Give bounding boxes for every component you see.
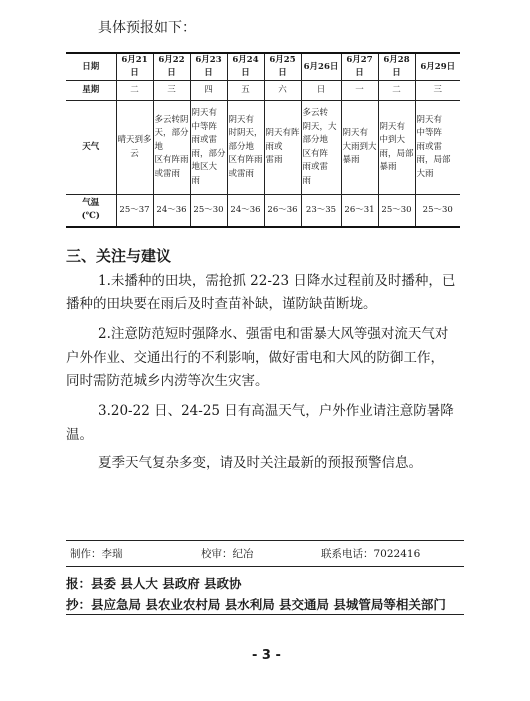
weather-line: 雨或雷 <box>302 162 329 172</box>
weather-line: 天，部分地 <box>154 128 189 152</box>
weather-line: 或雷雨 <box>228 168 255 179</box>
paragraph-1-line-1: 1.未播种的田块，需抢抓 22-23 日降水过程前及时播种，已 <box>98 273 456 289</box>
weekday-cell: 六 <box>264 81 301 101</box>
date-cell: 6月23日 <box>190 53 227 81</box>
weather-line: 阴天有 <box>342 128 369 139</box>
weather-line: 多云转阴 <box>154 114 189 125</box>
temperature-cell: 25～37 <box>116 195 153 227</box>
temperature-cell: 23～35 <box>301 195 341 227</box>
weather-line: 阴天有阵 <box>265 128 300 139</box>
date-row <box>66 53 460 81</box>
weather-line: 中等阵 <box>191 121 218 132</box>
weather-line: 雷雨 <box>265 155 283 166</box>
date-cell: 6月21日 <box>116 53 153 81</box>
weather-line: 雨或雷 <box>416 141 443 152</box>
temperature-row-label <box>66 195 116 227</box>
weather-line: 地区大 <box>191 162 218 172</box>
temperature-cell: 26～36 <box>264 195 301 227</box>
weekday-cell: 二 <box>116 81 153 101</box>
weekday-cell: 日 <box>301 81 341 101</box>
weekday-cell: 三 <box>415 81 460 101</box>
weather-cell <box>116 101 153 195</box>
weather-line: 中等阵 <box>416 128 443 139</box>
weather-line: 大雨到大 <box>342 141 377 152</box>
date-row-label: 日期 <box>66 53 116 81</box>
contact-phone: 联系电话：7022416 <box>321 548 421 560</box>
footer-mid-rule <box>66 566 464 567</box>
date-cell: 6月24日 <box>227 53 264 81</box>
temperature-cell: 25～30 <box>190 195 227 227</box>
footer-bottom-rule <box>66 614 464 615</box>
footer-top-rule <box>66 540 464 541</box>
date-cell: 6月28日 <box>378 53 415 81</box>
weather-line: 时阴天， <box>228 128 263 139</box>
weather-row-label: 天气 <box>66 101 116 195</box>
temperature-cell: 25～30 <box>415 195 460 227</box>
paragraph-3-line-2: 温。 <box>66 427 93 443</box>
weather-line: 阴天有 <box>191 108 218 118</box>
weather-line: 阴天有 <box>228 114 255 125</box>
temperature-cell: 25～30 <box>378 195 415 227</box>
weekday-cell: 三 <box>153 81 190 101</box>
weather-cell <box>227 101 264 195</box>
weather-line: 或雷雨 <box>154 168 181 179</box>
weekday-row <box>66 81 460 101</box>
weather-line: 多云转 <box>302 108 329 118</box>
date-cell: 6月26日 <box>301 53 341 81</box>
author-credit: 制作：李瑞 <box>70 548 123 560</box>
temperature-cell: 24～36 <box>153 195 190 227</box>
weather-line: 部分地 <box>302 135 329 145</box>
weather-line: 阴天有 <box>416 114 443 125</box>
temperature-row <box>66 195 460 227</box>
paragraph-2-line-2: 户外作业、交通出行的不利影响，做好雷电和大风的防御工作， <box>66 350 444 366</box>
weather-cell <box>153 101 190 195</box>
temperature-label-line1: 气温 <box>82 198 100 209</box>
temperature-cell: 26～31 <box>341 195 378 227</box>
weather-line: 晴天到多 <box>117 135 152 145</box>
weather-row <box>66 101 460 195</box>
weather-line: 阴天，大 <box>302 121 337 132</box>
paragraph-3-line-1: 3.20-22 日、24-25 日有高温天气，户外作业请注意防暑降 <box>98 403 454 419</box>
date-cell: 6月27日 <box>341 53 378 81</box>
intro-text: 具体预报如下： <box>98 20 196 36</box>
paragraph-2-line-3: 同时需防范城乡内涝等次生灾害。 <box>66 373 269 389</box>
weather-line: 中到大 <box>379 135 406 145</box>
weather-line: 云 <box>130 148 139 159</box>
weekday-cell: 五 <box>227 81 264 101</box>
temperature-cell: 24～36 <box>227 195 264 227</box>
weekday-cell: 二 <box>378 81 415 101</box>
weather-line: 区有阵雨 <box>228 155 263 166</box>
weather-cell <box>415 101 460 195</box>
weekday-cell: 四 <box>190 81 227 101</box>
weather-line: 区有阵 <box>302 148 329 159</box>
date-cell: 6月22日 <box>153 53 190 81</box>
weather-cell <box>378 101 415 195</box>
paragraph-1-line-2: 播种的田块要在雨后及时查苗补缺，谨防缺苗断垅。 <box>66 296 377 312</box>
section-heading: 三、关注与建议 <box>66 247 172 265</box>
date-cell: 6月25日 <box>264 53 301 81</box>
weekday-cell: 一 <box>341 81 378 101</box>
weather-line: 雨，局部 <box>416 155 451 166</box>
weather-line: 大雨 <box>416 168 434 179</box>
paragraph-2-line-1: 2.注意防范短时强降水、强雷电和雷暴大风等强对流天气对 <box>98 326 449 342</box>
weather-line: 暴雨 <box>379 162 397 172</box>
page-number: - 3 - <box>252 648 281 663</box>
date-cell: 6月29日 <box>415 53 460 81</box>
report-to-line: 报：县委 县人大 县政府 县政协 <box>66 576 242 591</box>
weather-cell <box>301 101 341 195</box>
weather-line: 区有阵雨 <box>154 155 189 166</box>
copy-to-line: 抄：县应急局 县农业农村局 县水利局 县交通局 县城管局等相关部门 <box>66 597 446 612</box>
weather-cell <box>264 101 301 195</box>
weekday-row-label: 星期 <box>66 81 116 101</box>
paragraph-4: 夏季天气复杂多变，请及时关注最新的预报预警信息。 <box>98 455 422 471</box>
weather-cell <box>190 101 227 195</box>
weather-cell <box>341 101 378 195</box>
weather-line: 雨，部分 <box>191 148 226 159</box>
weather-line: 雨，局部 <box>379 148 414 159</box>
weather-line: 阴天有 <box>379 121 406 132</box>
reviewer-credit: 校审：纪冶 <box>201 548 254 560</box>
forecast-table <box>66 52 460 228</box>
weather-line: 雨 <box>302 175 312 186</box>
weather-line: 暴雨 <box>342 155 360 166</box>
weather-line: 部分地 <box>228 141 255 152</box>
weather-line: 雨或雷 <box>191 135 218 145</box>
weather-line: 雨或 <box>265 141 283 152</box>
weather-line: 雨 <box>191 175 201 186</box>
temperature-label-line2: (℃) <box>81 211 100 222</box>
